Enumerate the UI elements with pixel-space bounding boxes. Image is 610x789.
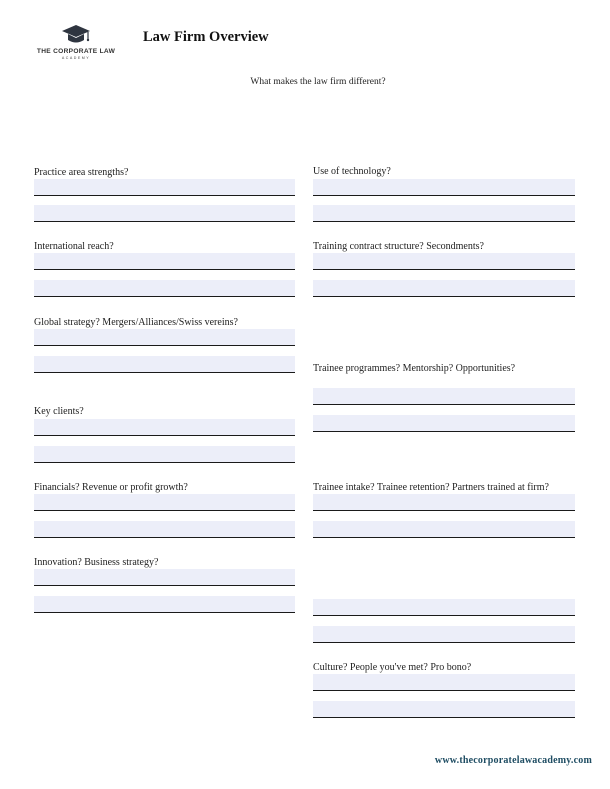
global-strategy-field-2[interactable] (34, 356, 295, 373)
culture-field-1[interactable] (313, 674, 575, 691)
financials-field-2[interactable] (34, 521, 295, 538)
label-international-reach: International reach? (34, 241, 114, 252)
logo (26, 24, 126, 60)
practice-area-field-2[interactable] (34, 205, 295, 222)
label-trainee-programmes: Trainee programmes? Mentorship? Opportunities? (313, 363, 516, 374)
key-clients-field-2[interactable] (34, 446, 295, 463)
label-practice-area: Practice area strengths? (34, 167, 129, 178)
website-link[interactable]: www.thecorporatelawacademy.com (434, 755, 592, 766)
trainee-programmes-field-2[interactable] (313, 415, 575, 432)
training-contract-field-2[interactable] (313, 280, 575, 297)
label-trainee-intake: Trainee intake? Trainee retention? Partners trained at firm? (313, 482, 549, 493)
page-subtitle: What makes the law firm different? (250, 77, 386, 87)
culture-field-2[interactable] (313, 701, 575, 718)
unlabeled-field-2[interactable] (313, 626, 575, 643)
page-title: Law Firm Overview (143, 29, 269, 45)
trainee-intake-field-1[interactable] (313, 494, 575, 511)
label-innovation: Innovation? Business strategy? (34, 557, 159, 568)
technology-field-2[interactable] (313, 205, 575, 222)
logo-subtext: ACADEMY (61, 56, 91, 60)
key-clients-field-1[interactable] (34, 419, 295, 436)
logo-text: THE CORPORATE LAW (36, 48, 116, 55)
global-strategy-field-1[interactable] (34, 329, 295, 346)
label-financials: Financials? Revenue or profit growth? (34, 482, 188, 493)
trainee-intake-field-2[interactable] (313, 521, 575, 538)
financials-field-1[interactable] (34, 494, 295, 511)
innovation-field-1[interactable] (34, 569, 295, 586)
label-key-clients: Key clients? (34, 406, 84, 417)
unlabeled-field-1[interactable] (313, 599, 575, 616)
trainee-programmes-field-1[interactable] (313, 388, 575, 405)
innovation-field-2[interactable] (34, 596, 295, 613)
graduation-cap-icon (61, 24, 91, 46)
label-training-contract: Training contract structure? Secondments? (313, 241, 484, 252)
technology-field-1[interactable] (313, 179, 575, 196)
label-technology: Use of technology? (313, 166, 391, 177)
practice-area-field-1[interactable] (34, 179, 295, 196)
international-reach-field-1[interactable] (34, 253, 295, 270)
international-reach-field-2[interactable] (34, 280, 295, 297)
label-global-strategy: Global strategy? Mergers/Alliances/Swiss vereins? (34, 317, 238, 328)
label-culture: Culture? People you've met? Pro bono? (313, 662, 472, 673)
training-contract-field-1[interactable] (313, 253, 575, 270)
